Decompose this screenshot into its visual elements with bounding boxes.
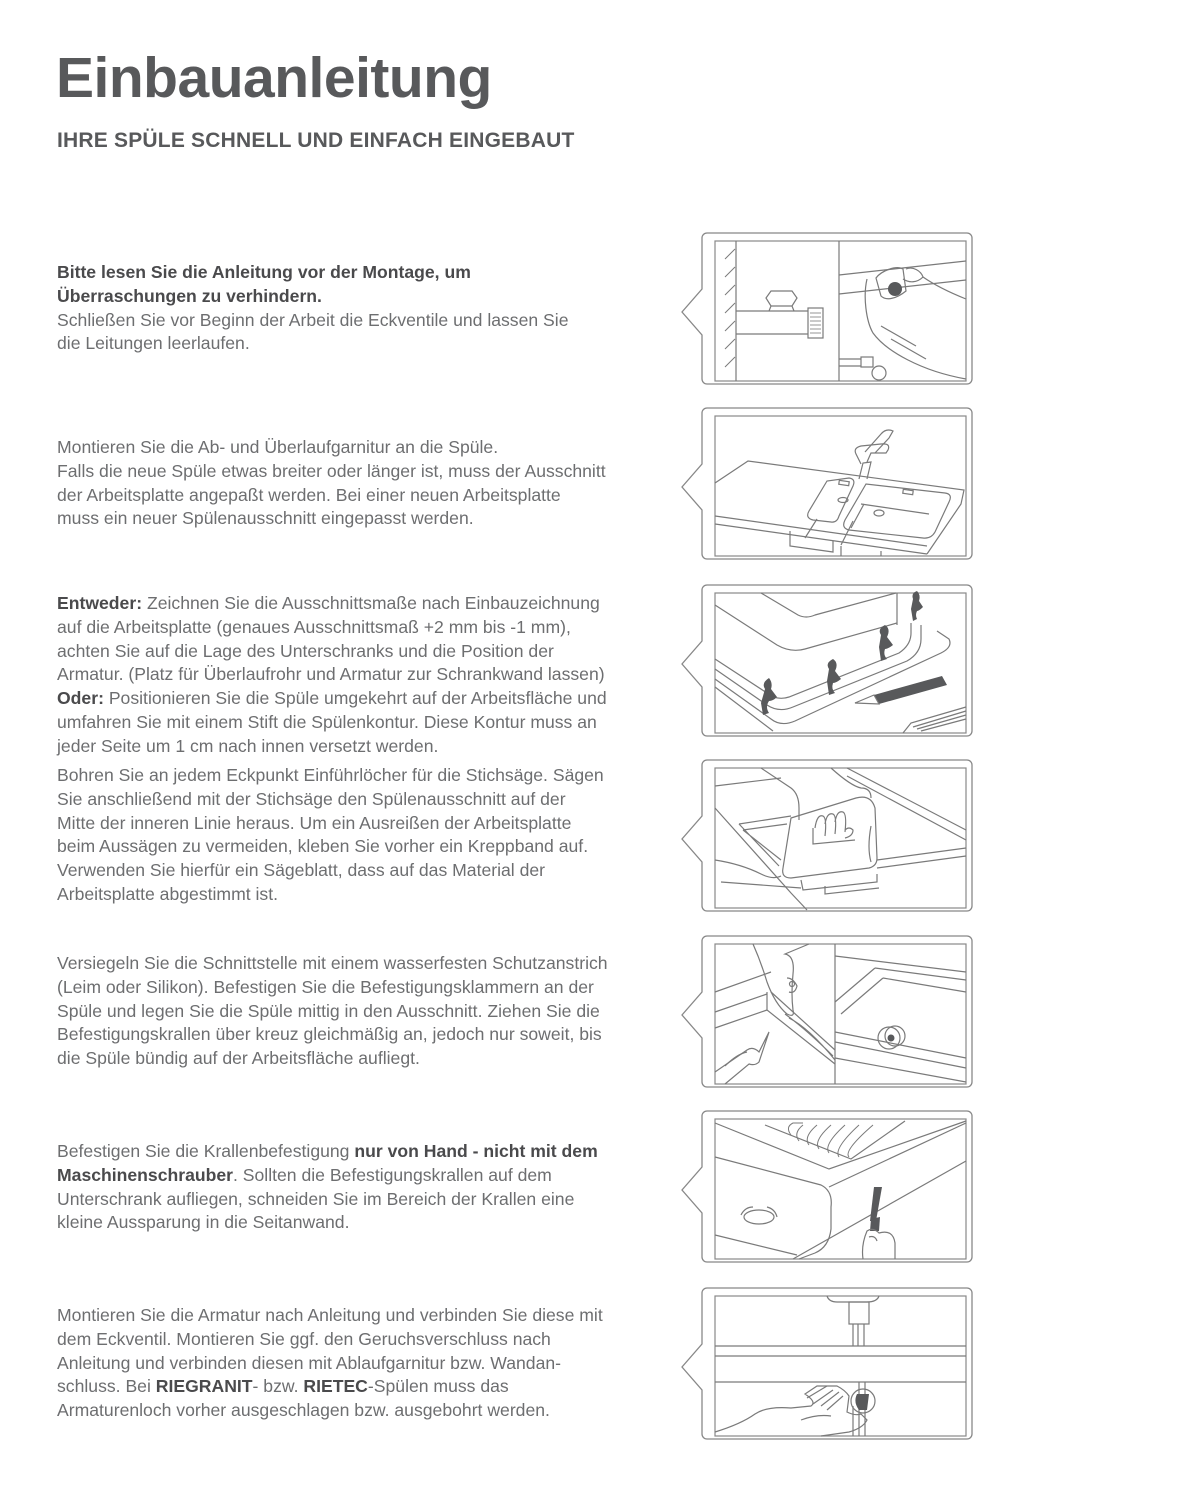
step-4-line: beim Aussägen zu vermeiden, kleben Sie vorher ein Kreppband auf. (57, 836, 589, 857)
step-2-line: der Arbeitsplatte angepaßt werden. Bei einer neuen Arbeitsplatte (57, 484, 561, 505)
brand-rietec: RIETEC (303, 1376, 368, 1397)
step-5-line: Spüle und legen Sie die Spüle mittig in den Ausschnitt. Ziehen Sie die (57, 1000, 600, 1021)
step-5-line: die Spüle bündig auf der Arbeitsfläche aufliegt. (57, 1048, 420, 1069)
step-7-line: -Spülen muss das (367, 1376, 509, 1397)
sink-with-faucet-illustration (681, 406, 973, 562)
step-3-line: auf die Arbeitsplatte (genaues Ausschnittsmaß +2 mm bis -1 mm), (57, 616, 571, 637)
step-7-line: Anleitung und verbinden diesen mit Ablaufgarnitur bzw. Wandan- (57, 1352, 562, 1373)
sealing-silicone-illustration (681, 934, 973, 1090)
step-4-line: Arbeitsplatte abgestimmt ist. (57, 883, 278, 904)
step-1-text (57, 261, 667, 356)
step-6-text (57, 1140, 667, 1235)
jigsaw-cutting-illustration (681, 758, 973, 914)
step-3-line: achten Sie auf die Lage des Unterschranks und die Position der (57, 640, 554, 661)
page-title: Einbauanleitung (56, 46, 492, 110)
step-7-line: schluss. Bei (57, 1376, 156, 1397)
step-4-line: Mitte der inneren Linie heraus. Um ein Ausreißen der Arbeitsplatte (57, 812, 572, 833)
step-1-line: die Leitungen leerlaufen. (57, 333, 250, 354)
step-4-line: Sie anschließend mit der Stichsäge den Spülenausschnitt auf der (57, 788, 566, 809)
angle-valve-closing-illustration (681, 231, 973, 387)
step-3-line: jeder Seite um 1 cm nach innen versetzt werden. (57, 735, 439, 756)
step-3-line: Positionieren Sie die Spüle umgekehrt auf der Arbeitsfläche und (103, 688, 607, 709)
step-1-line: Schließen Sie vor Beginn der Arbeit die Eckventile und lassen Sie (57, 309, 569, 330)
step-3-line: umfahren Sie mit einem Stift die Spülenkontur. Diese Kontur muss an (57, 711, 597, 732)
step-3-text (57, 592, 667, 759)
step-3-option-label: Oder: (57, 688, 104, 709)
step-2-line: muss ein neuer Spülenausschnitt eingepasst werden. (57, 508, 474, 529)
step-4-text (57, 764, 667, 907)
step-1-warning: Bitte lesen Sie die Anleitung vor der Montage, um (57, 262, 471, 282)
step-7-line: Montieren Sie die Armatur nach Anleitung und verbinden Sie diese mit (57, 1305, 603, 1325)
step-7-line: dem Eckventil. Montieren Sie ggf. den Geruchsverschluss nach (57, 1328, 551, 1349)
step-6-line: Befestigen Sie die Krallenbefestigung (57, 1141, 355, 1161)
step-6-warning: Maschinenschrauber (57, 1164, 233, 1185)
step-4-line: Bohren Sie an jedem Eckpunkt Einführlöcher für die Stichsäge. Sägen (57, 765, 604, 785)
step-1-warning-cont: Überraschungen zu verhindern. (57, 285, 322, 306)
step-5-text (57, 952, 667, 1071)
brand-riegranit: RIEGRANIT (155, 1376, 253, 1397)
step-6-warning: nur von Hand - nicht mit dem (354, 1141, 598, 1161)
page-subtitle: IHRE SPÜLE SCHNELL UND EINFACH EINGEBAUT (57, 129, 575, 152)
step-5-line: Befestigungskrallen über kreuz gleichmäßig an, jedoch nur soweit, bis (57, 1024, 602, 1045)
step-2-line: Falls die neue Spüle etwas breiter oder länger ist, muss der Ausschnitt (57, 460, 606, 481)
step-3-line: Armatur. (Platz für Überlaufrohr und Armatur zur Schrankwand lassen) (57, 664, 605, 685)
tracing-sink-contour-illustration (681, 583, 973, 739)
step-7-line: - bzw. (252, 1376, 304, 1397)
step-5-line: Versiegeln Sie die Schnittstelle mit einem wasserfesten Schutzanstrich (57, 953, 608, 973)
step-4-line: Verwenden Sie hierfür ein Sägeblatt, dass auf das Material der (57, 860, 546, 881)
step-7-text (57, 1304, 667, 1423)
step-6-line: . Sollten die Befestigungskrallen auf dem (233, 1164, 552, 1185)
step-3-line: Zeichnen Sie die Ausschnittsmaße nach Einbauzeichnung (142, 593, 600, 613)
step-6-line: kleine Aussparung in die Seitanwand. (57, 1212, 350, 1233)
step-6-line: Unterschrank aufliegen, schneiden Sie im Bereich der Krallen eine (57, 1188, 575, 1209)
faucet-mounting-illustration (681, 1286, 973, 1442)
step-7-line: Armaturenloch vorher ausgeschlagen bzw. ausgebohrt werden. (57, 1400, 550, 1421)
step-5-line: (Leim oder Silikon). Befestigen Sie die Befestigungsklammern an der (57, 976, 594, 997)
screwdriver-clamp-illustration (681, 1109, 973, 1265)
step-2-text (57, 436, 667, 531)
step-3-option-label: Entweder: (57, 593, 143, 613)
step-2-line: Montieren Sie die Ab- und Überlaufgarnitur an die Spüle. (57, 437, 499, 457)
